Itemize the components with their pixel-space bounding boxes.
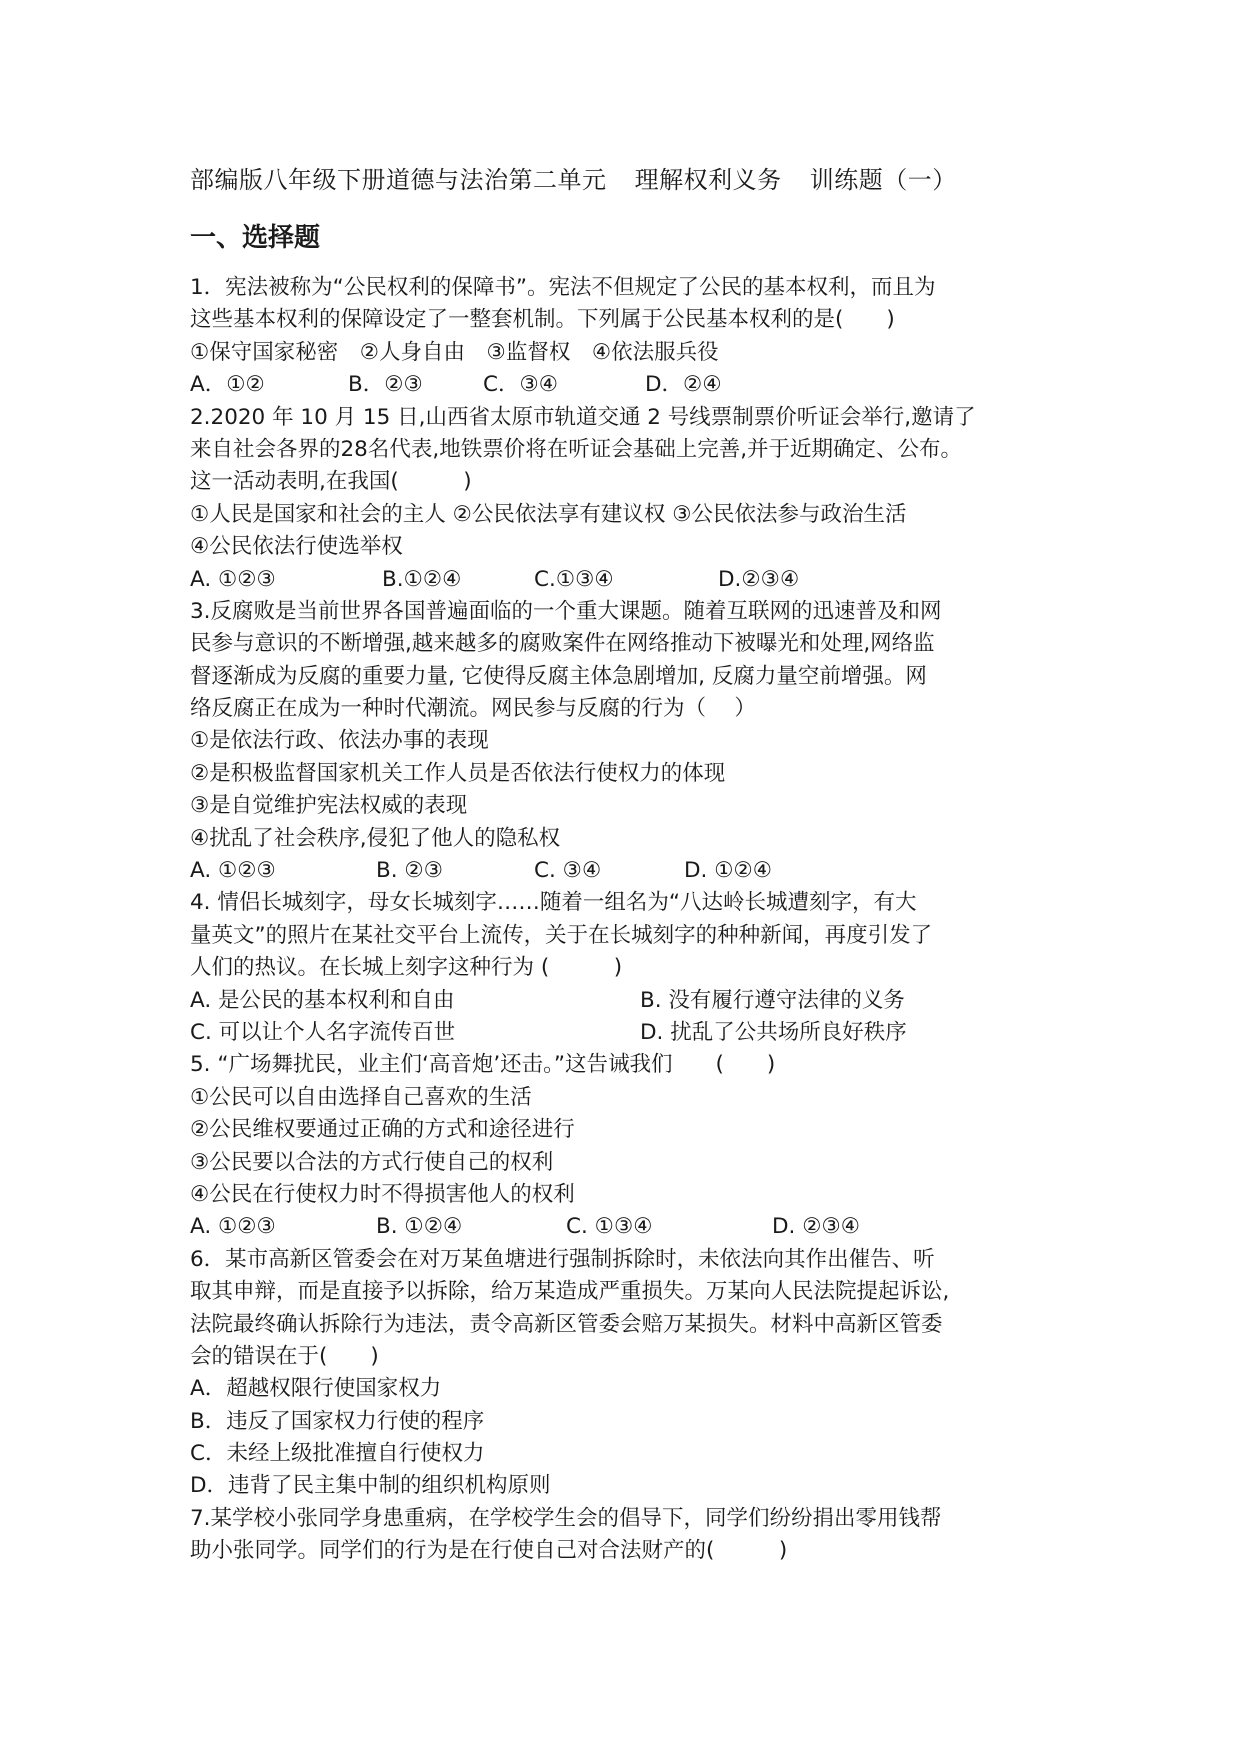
question-items: ④公民依法行使选举权	[190, 534, 403, 560]
option-b: B. ①②④	[376, 1214, 463, 1240]
question-stem: 2.2020 年 10 月 15 日,山西省太原市轨道交通 2 号线票制票价听证会举行,邀请了	[190, 404, 976, 430]
option-b: B. 没有履行遵守法律的义务	[640, 987, 905, 1013]
question-items: ④扰乱了社会秩序,侵犯了他人的隐私权	[190, 825, 561, 851]
option-d: D．②④	[645, 372, 722, 398]
question-items: ①公民可以自由选择自己喜欢的生活	[190, 1084, 532, 1110]
answer-options	[190, 564, 1090, 596]
question-stem: 法院最终确认拆除行为违法，责令高新区管委会赔万某损失。材料中高新区管委	[190, 1311, 943, 1337]
answer-options	[190, 369, 1090, 401]
option-c: C.①③④	[534, 566, 614, 592]
question-stem: 络反腐正在成为一种时代潮流。网民参与反腐的行为（ ）	[190, 696, 756, 722]
question-stem: 7.某学校小张同学身患重病，在学校学生会的倡导下，同学们纷纷捐出零用钱帮	[190, 1505, 942, 1531]
question-stem: 这一活动表明,在我国( )	[190, 469, 472, 495]
question-5	[190, 1049, 1090, 1243]
option-c: C. ①③④	[566, 1214, 653, 1240]
document-page	[190, 160, 1090, 1568]
question-stem: 这些基本权利的保障设定了一整套机制。下列属于公民基本权利的是( )	[190, 307, 895, 333]
question-stem: 4. 情侣长城刻字，母女长城刻字……随着一组名为“八达岭长城遭刻字，有大	[190, 890, 917, 916]
option-b: B．违反了国家权力行使的程序	[190, 1408, 485, 1434]
option-b: B. ②③	[376, 858, 443, 884]
question-stem: 来自社会各界的28名代表,地铁票价将在听证会基础上完善,并于近期确定、公布。	[190, 436, 963, 462]
option-b: B．②③	[348, 372, 423, 398]
question-stem: 民参与意识的不断增强,越来越多的腐败案件在网络推动下被曝光和处理,网络监	[190, 631, 935, 657]
question-stem: 助小张同学。同学们的行为是在行使自己对合法财产的( )	[190, 1538, 788, 1564]
option-b: B.①②④	[382, 566, 462, 592]
question-items: ③公民要以合法的方式行使自己的权利	[190, 1149, 554, 1175]
question-4	[190, 887, 1090, 1049]
question-6	[190, 1244, 1090, 1503]
question-stem: 量英文”的照片在某社交平台上流传，关于在长城刻字的种种新闻，再度引发了	[190, 922, 933, 948]
question-items: ①人民是国家和社会的主人 ②公民依法享有建议权 ③公民依法参与政治生活	[190, 501, 907, 527]
question-3	[190, 596, 1090, 888]
option-c: C. ③④	[534, 858, 602, 884]
question-items: ②是积极监督国家机关工作人员是否依法行使权力的体现	[190, 760, 726, 786]
question-stem: 1．宪法被称为“公民权利的保障书”。宪法不但规定了公民的基本权利，而且为	[190, 275, 936, 300]
option-a: A．超越权限行使国家权力	[190, 1376, 442, 1402]
question-1	[190, 272, 1090, 402]
option-d: D. 扰乱了公共场所良好秩序	[640, 1019, 907, 1045]
question-stem: 6．某市高新区管委会在对万某鱼塘进行强制拆除时，未依法向其作出催告、听	[190, 1246, 935, 1272]
document-title: 部编版八年级下册道德与法治第二单元 理解权利义务 训练题（一）	[190, 166, 957, 194]
question-items: ②公民维权要通过正确的方式和途径进行	[190, 1117, 575, 1143]
question-stem: 会的错误在于( )	[190, 1343, 379, 1369]
option-d: D. ①②④	[684, 858, 773, 884]
answer-options	[190, 1017, 1090, 1049]
answer-options	[190, 1211, 1090, 1243]
option-c: C．③④	[483, 372, 559, 398]
answer-options	[190, 855, 1090, 887]
option-a: A. ①②③	[190, 566, 276, 592]
question-stem: 5. “广场舞扰民，业主们‘高音炮’还击。”这告诫我们 ( )	[190, 1052, 776, 1078]
option-d: D.②③④	[718, 566, 800, 592]
option-c: C．未经上级批准擅自行使权力	[190, 1441, 485, 1467]
option-c: C. 可以让个人名字流传百世	[190, 1019, 456, 1045]
option-a: A. ①②③	[190, 858, 276, 884]
question-stem: 取其申辩，而是直接予以拆除，给万某造成严重损失。万某向人民法院提起诉讼,	[190, 1279, 950, 1305]
option-a: A. 是公民的基本权利和自由	[190, 987, 455, 1013]
question-items: ①保守国家秘密 ②人身自由 ③监督权 ④依法服兵役	[190, 339, 719, 365]
option-d: D．违背了民主集中制的组织机构原则	[190, 1473, 551, 1499]
question-items: ③是自觉维护宪法权威的表现	[190, 793, 468, 819]
question-stem: 人们的热议。在长城上刻字这种行为 ( )	[190, 955, 623, 981]
question-2	[190, 402, 1090, 596]
option-d: D. ②③④	[772, 1214, 861, 1240]
option-a: A. ①②③	[190, 1214, 276, 1240]
question-items: ④公民在行使权力时不得损害他人的权利	[190, 1181, 575, 1207]
question-stem: 3.反腐败是当前世界各国普遍面临的一个重大课题。随着互联网的迅速普及和网	[190, 598, 942, 624]
question-7	[190, 1503, 1090, 1568]
question-stem: 督逐渐成为反腐的重要力量, 它使得反腐主体急剧增加, 反腐力量空前增强。网	[190, 663, 927, 689]
option-a: A．①②	[190, 372, 265, 398]
section-heading: 一、选择题	[190, 223, 321, 253]
question-items: ①是依法行政、依法办事的表现	[190, 728, 489, 754]
answer-options	[190, 985, 1090, 1017]
